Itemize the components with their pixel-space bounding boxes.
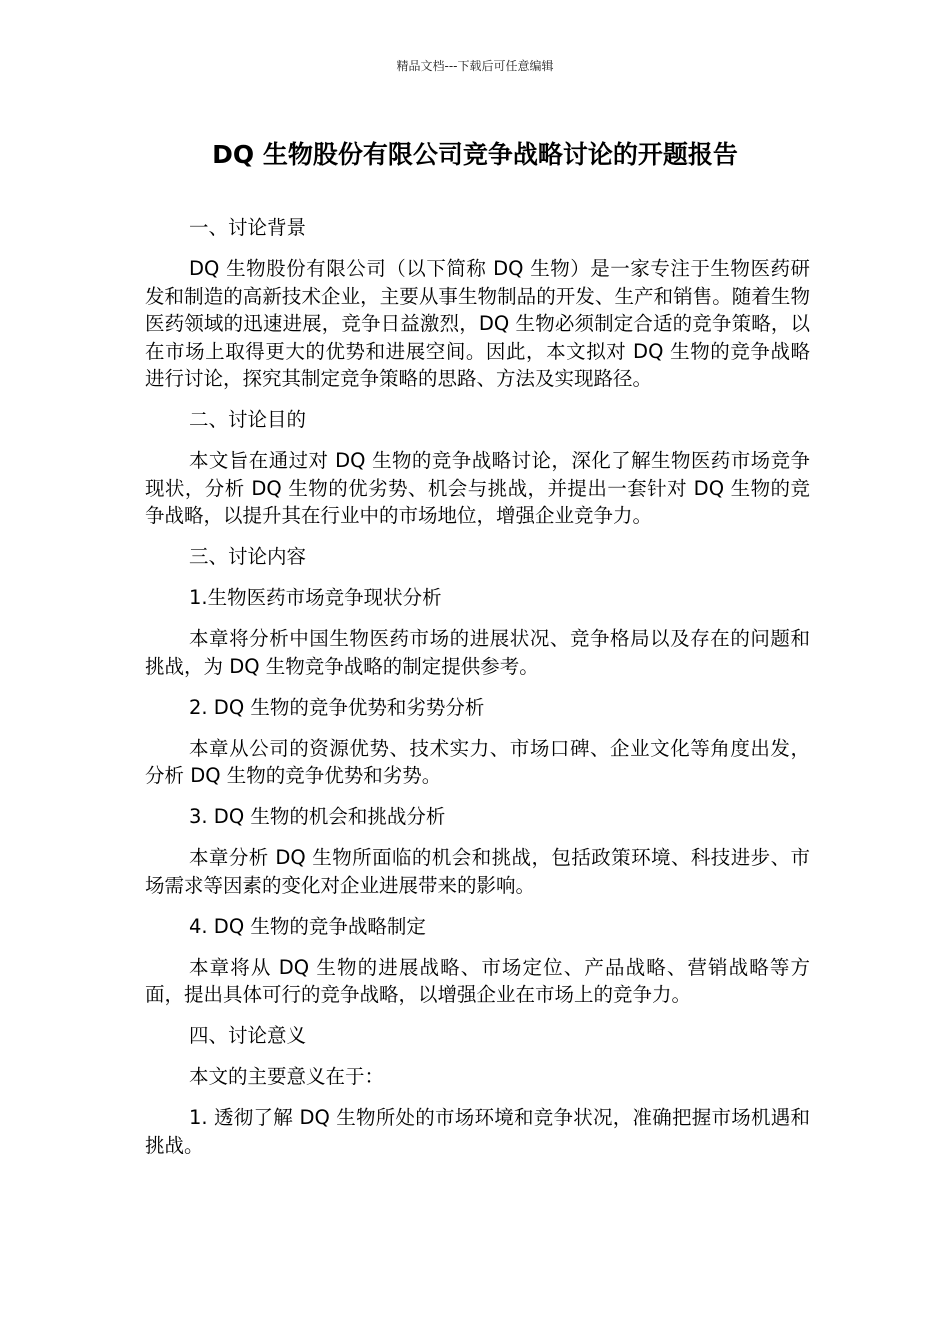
document-title: DQ 生物股份有限公司竞争战略讨论的开题报告 — [212, 140, 738, 169]
paragraph-strengths-weaknesses: 本章从公司的资源优势、技术实力、市场口碑、企业文化等角度出发，分析 DQ 生物的竞争优势和劣势。 — [145, 736, 810, 787]
paragraph-significance-item-1: 1. 透彻了解 DQ 生物所处的市场环境和竞争状况，准确把握市场机遇和挑战。 — [145, 1106, 810, 1157]
header-note: 精品文档---下载后可任意编辑 — [396, 59, 554, 73]
paragraph-market-analysis: 本章将分析中国生物医药市场的进展状况、竞争格局以及存在的问题和挑战，为 DQ 生物竞争战略的制定提供参考。 — [145, 627, 810, 678]
section-heading-significance: 四、讨论意义 — [189, 1024, 307, 1047]
section-heading-purpose: 二、讨论目的 — [189, 408, 307, 431]
paragraph-background: DQ 生物股份有限公司（以下简称 DQ 生物）是一家专注于生物医药研发和制造的高新技术企业，主要从事生物制品的开发、生产和销售。随着生物医药领域的迅速进展，竞争日益激烈，DQ 生物必须制定合适的竞争策略，以在市场上取得更大的优势和进展空间。因此，本文拟对 DQ 生物的竞争战略进行讨论，探究其制定竞争策略的思路、方法及实现路径。 — [145, 257, 810, 390]
subheading-strengths-weaknesses: 2. DQ 生物的竞争优势和劣势分析 — [189, 695, 485, 719]
paragraph-purpose: 本文旨在通过对 DQ 生物的竞争战略讨论，深化了解生物医药市场竞争现状，分析 DQ 生物的优劣势、机会与挑战，并提出一套针对 DQ 生物的竞争战略，以提升其在行业中的市场地位，增强企业竞争力。 — [145, 449, 810, 527]
section-heading-background: 一、讨论背景 — [189, 216, 307, 239]
paragraph-opportunities-challenges: 本章分析 DQ 生物所面临的机会和挑战，包括政策环境、科技进步、市场需求等因素的变化对企业进展带来的影响。 — [145, 846, 810, 897]
paragraph-strategy-formulation: 本章将从 DQ 生物的进展战略、市场定位、产品战略、营销战略等方面，提出具体可行的竞争战略，以增强企业在市场上的竞争力。 — [145, 955, 810, 1006]
document-body — [145, 214, 810, 1173]
section-heading-content: 三、讨论内容 — [189, 545, 307, 568]
paragraph-significance-intro: 本文的主要意义在于： — [189, 1065, 385, 1088]
subheading-opportunities-challenges: 3. DQ 生物的机会和挑战分析 — [189, 805, 446, 828]
subheading-market-analysis: 1.生物医药市场竞争现状分析 — [189, 586, 442, 609]
subheading-strategy-formulation: 4. DQ 生物的竞争战略制定 — [189, 914, 426, 938]
